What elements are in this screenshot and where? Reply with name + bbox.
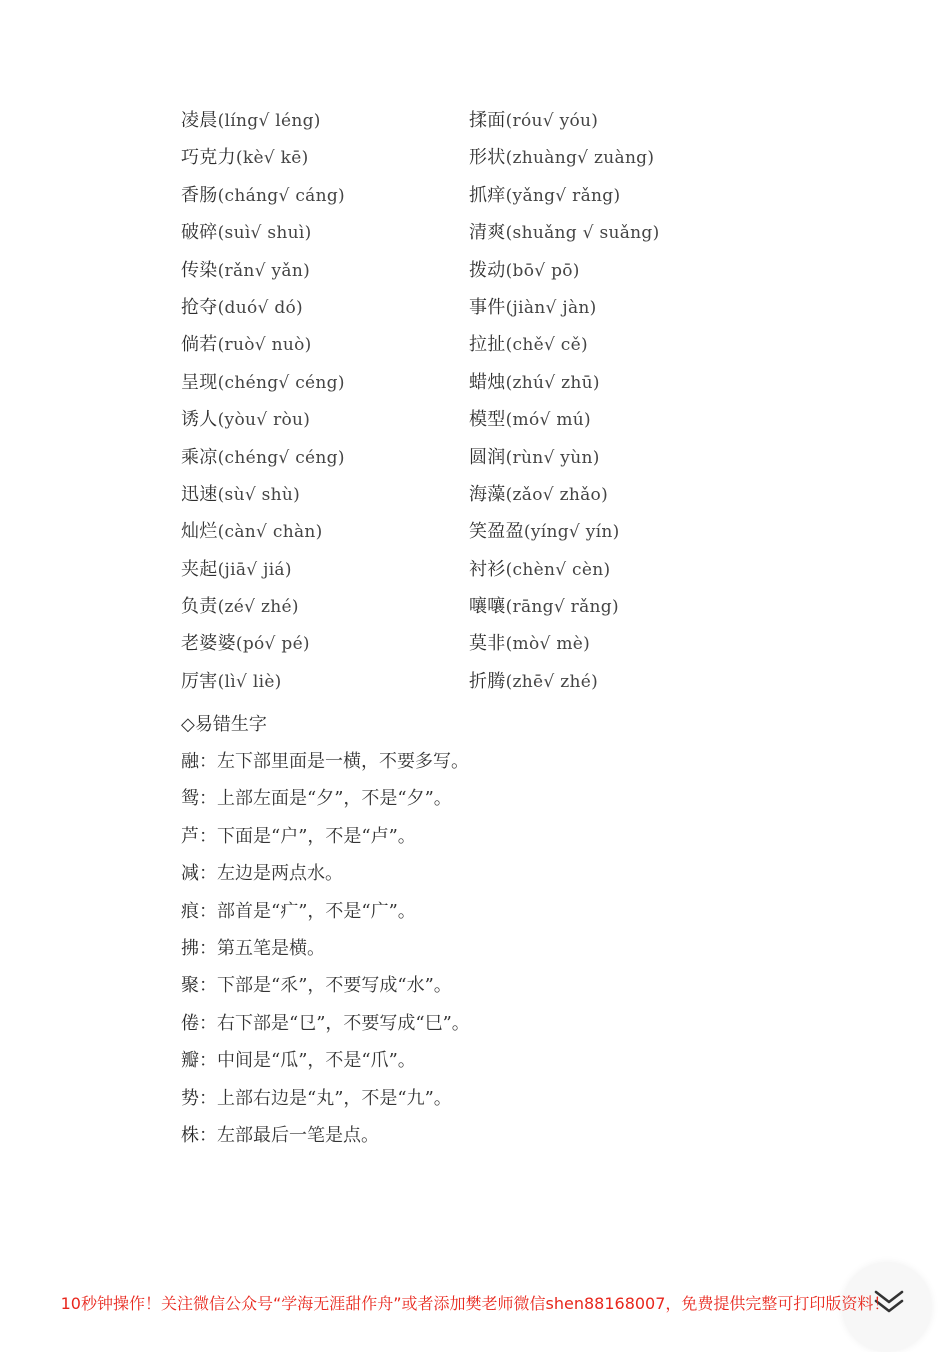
list-item xyxy=(181,971,470,1008)
word: 乘凉 xyxy=(181,446,218,468)
character: 倦 xyxy=(181,1012,199,1034)
pinyin: (chě√ cě) xyxy=(505,335,588,356)
list-item xyxy=(469,667,660,704)
word: 模型 xyxy=(469,409,506,431)
list-item xyxy=(181,330,345,367)
list-item xyxy=(469,592,660,629)
word: 老婆婆 xyxy=(181,633,236,655)
pinyin: (chéng√ céng) xyxy=(217,447,345,468)
character-note: ：右下部是“㔾”，不要写成“巳”。 xyxy=(199,1012,470,1034)
promo-footer: 10秒钟操作！关注微信公众号“学海无涯甜作舟”或者添加樊老师微信shen88168007，免费提供完整可打印版资料！ xyxy=(60,1294,890,1313)
list-item xyxy=(181,517,345,554)
list-item xyxy=(469,293,660,330)
pinyin: (yíng√ yín) xyxy=(523,522,620,543)
pinyin: (zhú√ zhū) xyxy=(505,372,600,393)
character-note: ：左下部里面是一横，不要多写。 xyxy=(199,751,469,772)
character: 瓣 xyxy=(181,1050,199,1072)
pinyin: (bō√ pō) xyxy=(505,260,580,281)
pinyin: (yòu√ ròu) xyxy=(217,410,311,431)
character: 株 xyxy=(181,1124,199,1146)
pinyin: (líng√ léng) xyxy=(217,111,321,131)
word: 凌晨 xyxy=(181,110,218,131)
pinyin: (chéng√ céng) xyxy=(217,372,345,393)
list-item xyxy=(181,1084,470,1121)
list-item xyxy=(181,443,345,480)
list-item xyxy=(469,555,660,592)
pinyin: (mó√ mú) xyxy=(505,410,591,431)
word: 呈现 xyxy=(181,371,218,393)
character-note: ：左部最后一笔是点。 xyxy=(199,1124,379,1146)
list-item xyxy=(181,934,470,971)
pinyin: (jiàn√ jàn) xyxy=(505,297,597,318)
word: 拉扯 xyxy=(469,334,506,356)
word: 揉面 xyxy=(469,110,506,131)
word: 蜡烛 xyxy=(469,371,506,393)
list-item xyxy=(181,293,345,330)
pinyin: (suì√ shuì) xyxy=(217,223,312,244)
list-item xyxy=(181,784,470,821)
word: 海藻 xyxy=(469,483,506,505)
list-item xyxy=(181,1009,470,1046)
word: 衬衫 xyxy=(469,558,506,580)
list-item xyxy=(469,517,660,554)
pinyin: (zé√ zhé) xyxy=(217,597,299,618)
character: 融 xyxy=(181,751,199,772)
pinyin: (shuǎng √ suǎng) xyxy=(505,223,660,244)
character-note: ：上部左面是“夕”，不是“夕”。 xyxy=(199,788,452,810)
character-note: ：下面是“户”，不是“卢”。 xyxy=(199,825,416,847)
list-item xyxy=(181,555,345,592)
list-item xyxy=(181,822,470,859)
list-item xyxy=(181,143,345,180)
pinyin: (mò√ mè) xyxy=(505,634,591,655)
word: 倘若 xyxy=(181,334,218,356)
pinyin: (rāng√ rǎng) xyxy=(505,597,619,618)
list-item xyxy=(181,480,345,517)
word: 抢夺 xyxy=(181,296,218,318)
pinyin: (jiā√ jiá) xyxy=(217,559,292,580)
list-item xyxy=(181,218,345,255)
pinyin-list-left xyxy=(181,106,345,704)
word: 夹起 xyxy=(181,558,218,580)
pinyin: (zǎo√ zhǎo) xyxy=(505,484,609,505)
list-item xyxy=(181,368,345,405)
pinyin: (yǎng√ rǎng) xyxy=(505,185,621,206)
pinyin: (lì√ liè) xyxy=(217,671,282,692)
character: 芦 xyxy=(181,825,199,847)
character: 鸳 xyxy=(181,788,199,810)
list-item xyxy=(181,405,345,442)
character: 减 xyxy=(181,863,199,885)
pinyin: (kè√ kē) xyxy=(235,148,309,169)
character-note: ：中间是“瓜”，不是“爪”。 xyxy=(199,1050,416,1072)
word: 拨动 xyxy=(469,259,506,281)
list-item xyxy=(181,1121,470,1158)
list-item xyxy=(469,368,660,405)
pinyin: (rǎn√ yǎn) xyxy=(217,260,311,281)
character-note: ：左边是两点水。 xyxy=(199,863,343,885)
list-item xyxy=(181,859,470,896)
word: 负责 xyxy=(181,596,218,618)
character-note: ：下部是“乑”，不要写成“水”。 xyxy=(199,975,452,997)
list-item xyxy=(469,143,660,180)
list-item xyxy=(469,256,660,293)
word: 圆润 xyxy=(469,446,506,468)
word: 香肠 xyxy=(181,184,218,206)
list-item xyxy=(181,256,345,293)
section-title: ◇易错生字 xyxy=(181,714,267,735)
list-item xyxy=(469,629,660,666)
pinyin: (càn√ chàn) xyxy=(217,522,323,543)
word: 形状 xyxy=(469,147,506,169)
word: 抓痒 xyxy=(469,184,506,206)
character: 势 xyxy=(181,1087,199,1109)
word: 嚷嚷 xyxy=(469,596,506,618)
pinyin: (róu√ yóu) xyxy=(505,111,599,131)
word: 清爽 xyxy=(469,222,506,244)
pinyin: (rùn√ yùn) xyxy=(505,447,600,468)
pinyin: (cháng√ cáng) xyxy=(217,185,345,206)
list-item xyxy=(181,897,470,934)
list-item xyxy=(469,405,660,442)
list-item xyxy=(181,106,345,143)
word: 迅速 xyxy=(181,483,218,505)
error-prone-characters-section xyxy=(181,710,470,1158)
word: 笑盈盈 xyxy=(469,521,524,543)
word: 折腾 xyxy=(469,670,506,692)
pinyin: (ruò√ nuò) xyxy=(217,335,312,356)
word: 破碎 xyxy=(181,222,218,244)
word: 莫非 xyxy=(469,633,506,655)
pinyin: (duó√ dó) xyxy=(217,297,303,318)
pinyin: (pó√ pé) xyxy=(235,634,310,655)
list-item xyxy=(181,181,345,218)
character: 拂 xyxy=(181,937,199,959)
word: 灿烂 xyxy=(181,521,218,543)
pinyin: (sù√ shù) xyxy=(217,484,301,505)
list-item xyxy=(469,443,660,480)
list-item xyxy=(181,629,345,666)
word: 事件 xyxy=(469,296,506,318)
character-note: ：上部右边是“丸”，不是“九”。 xyxy=(199,1087,452,1109)
character-note: ：部首是“疒”，不是“广”。 xyxy=(199,900,416,922)
pinyin: (zhuàng√ zuàng) xyxy=(505,148,655,169)
list-item xyxy=(181,747,470,784)
list-item xyxy=(469,330,660,367)
word: 巧克力 xyxy=(181,147,236,169)
pinyin: (zhē√ zhé) xyxy=(505,671,599,692)
word: 厉害 xyxy=(181,670,218,692)
pinyin-list-right xyxy=(469,106,660,704)
list-item xyxy=(181,1046,470,1083)
list-item xyxy=(469,480,660,517)
pinyin: (chèn√ cèn) xyxy=(505,559,611,580)
character: 聚 xyxy=(181,975,199,997)
word: 诱人 xyxy=(181,409,218,431)
list-item xyxy=(469,181,660,218)
list-item xyxy=(469,106,660,143)
list-item xyxy=(181,667,345,704)
character-note: ：第五笔是横。 xyxy=(199,937,325,959)
list-item xyxy=(181,592,345,629)
list-item xyxy=(469,218,660,255)
word: 传染 xyxy=(181,259,218,281)
character: 痕 xyxy=(181,900,199,922)
